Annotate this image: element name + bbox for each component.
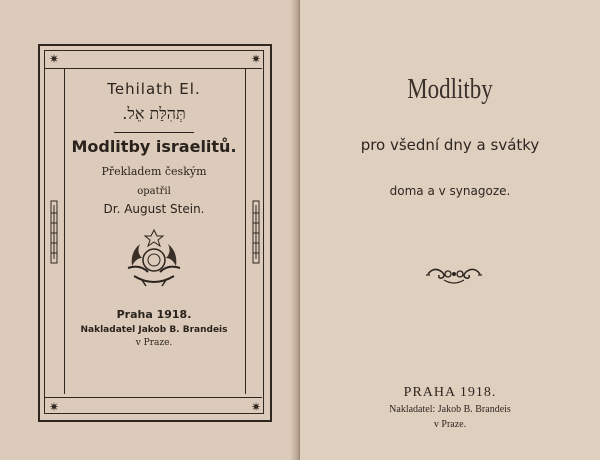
cover-title-hebrew: תְּהִלַּת אֵל.: [122, 104, 186, 123]
cover-rule: [114, 132, 194, 133]
title-page-publisher-place: v Praze.: [433, 419, 467, 430]
title-page-title: Modlitby: [407, 74, 493, 105]
corner-star-icon: ✷: [48, 400, 60, 414]
cover-publisher: Nakladatel Jakob B. Brandeis: [80, 325, 228, 335]
flourish-ornament-icon: [424, 262, 484, 286]
corner-star-icon: ✷: [250, 52, 262, 66]
side-ornament-icon: [246, 199, 266, 265]
title-page-subtitle: pro všední dny a svátky: [360, 136, 540, 154]
cover-frame: [38, 44, 272, 422]
cover-text-block: [66, 70, 242, 348]
right-page: [300, 0, 600, 460]
cover-publisher-place: v Praze.: [135, 338, 173, 348]
frame-bottom-strip: [44, 397, 262, 416]
title-page-publisher: Nakladatel: Jakob B. Brandeis: [389, 404, 511, 415]
cover-city-year: Praha 1918.: [116, 308, 192, 321]
cover-main-title: Modlitby israelitů.: [71, 137, 237, 156]
cover-author: Dr. August Stein.: [103, 202, 205, 216]
corner-star-icon: ✷: [250, 400, 262, 414]
emblem-icon: [122, 228, 186, 290]
title-page-city-year: PRAHA 1918.: [403, 385, 497, 400]
side-ornament-icon: [44, 199, 64, 265]
cover-translation-line: Překladem českým: [101, 165, 207, 178]
left-page: [0, 0, 296, 460]
frame-top-strip: [44, 50, 262, 69]
cover-title-latin: Tehilath El.: [107, 80, 201, 98]
corner-star-icon: ✷: [48, 52, 60, 66]
title-page-place-line: doma a v synagoze.: [389, 184, 511, 198]
cover-provided-line: opatřil: [137, 186, 171, 197]
